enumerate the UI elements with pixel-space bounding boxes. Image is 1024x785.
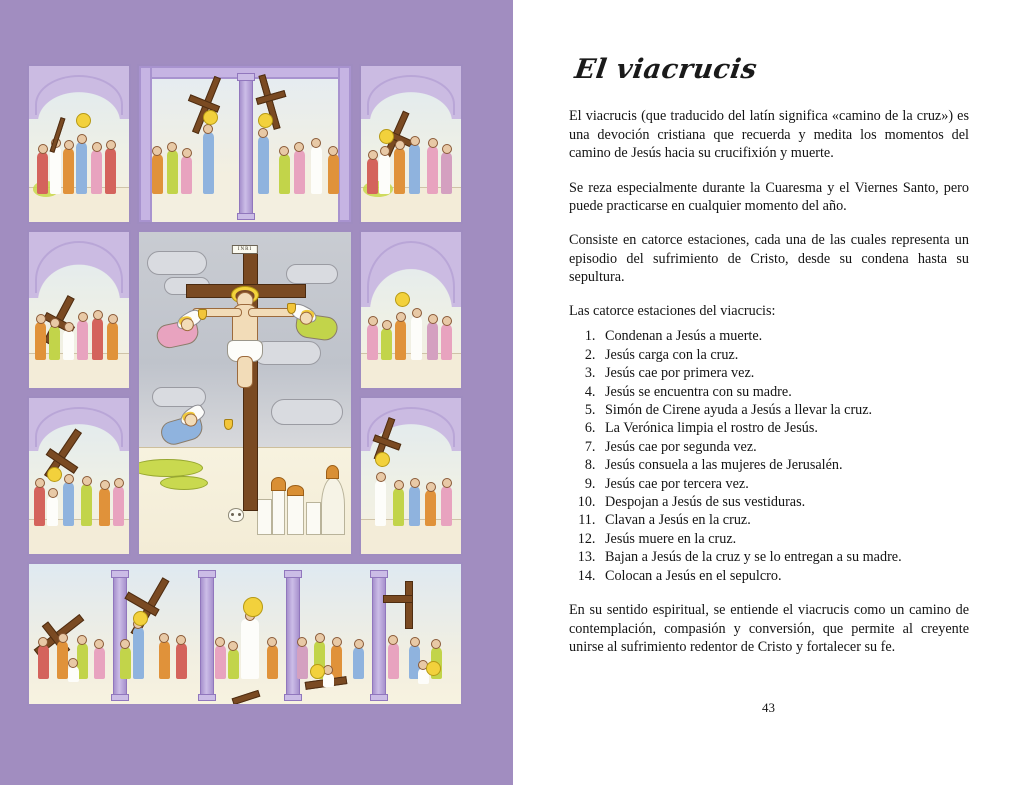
list-item: 6. La Verónica limpia el rostro de Jesús. <box>599 419 969 437</box>
jerusalem-skyline <box>254 464 347 535</box>
station-panel-2 <box>27 230 131 390</box>
list-item: 11. Clavan a Jesús en la cruz. <box>599 511 969 529</box>
station-panel-7 <box>359 64 463 224</box>
arcade-pillar <box>372 575 386 697</box>
list-item: 5. Simón de Cirene ayuda a Jesús a llevar la cruz. <box>599 401 969 419</box>
list-item: 4. Jesús se encuentra con su madre. <box>599 383 969 401</box>
viacrucis-stained-glass-artwork <box>27 64 463 706</box>
list-item: 14. Colocan a Jesús en el sepulcro. <box>599 567 969 585</box>
paragraph-1: El viacrucis (que traducido del latín significa «camino de la cruz») es una devoción cristiana que recuerda y medita los momentos del camino de Jesús hacia su crucifixión y muerte. <box>569 108 969 162</box>
list-item: 3. Jesús cae por primera vez. <box>599 364 969 382</box>
page-number: 43 <box>762 700 775 715</box>
station-panel-6-crucifixion <box>137 230 353 556</box>
stations-list-intro: Las catorce estaciones del viacrucis: <box>569 302 776 319</box>
station-panel-4-and-5 <box>137 64 353 224</box>
paragraph-3: Consiste en catorce estaciones, cada una de las cuales representa un episodio del sufrimiento de Cristo, desde su condena hasta su sepultura. <box>569 231 969 286</box>
arcade-pillar <box>200 575 214 697</box>
station-panel-3 <box>27 396 131 556</box>
list-item: 12. Jesús muere en la cruz. <box>599 530 969 548</box>
list-item: 2. Jesús carga con la cruz. <box>599 346 969 364</box>
christ-figure <box>228 290 262 372</box>
station-panel-9 <box>359 396 463 556</box>
station-panel-8 <box>359 230 463 390</box>
list-item: 7. Jesús cae por segunda vez. <box>599 438 969 456</box>
list-item: 13. Bajan a Jesús de la cruz y se lo entregan a su madre. <box>599 548 969 566</box>
text-page <box>513 0 1024 785</box>
inri-sign: INRI <box>232 245 258 254</box>
list-item: 1. Condenan a Jesús a muerte. <box>599 327 969 345</box>
list-item: 10. Despojan a Jesús de sus vestiduras. <box>599 493 969 511</box>
golgotha-skull <box>228 508 244 522</box>
text-column <box>569 54 969 672</box>
paragraph-2: Se reza especialmente durante la Cuaresma y el Viernes Santo, pero puede practicarse en cualquier momento del año. <box>569 179 969 215</box>
stations-list <box>569 327 969 585</box>
station-panel-1 <box>27 64 131 224</box>
list-item: 8. Jesús consuela a las mujeres de Jerusalén. <box>599 456 969 474</box>
list-item: 9. Jesús cae por tercera vez. <box>599 475 969 493</box>
bottom-arcade-row <box>27 562 463 706</box>
page-title: El viacrucis <box>572 54 760 85</box>
closing-paragraph: En su sentido espiritual, se entiende el viacrucis como un camino de contemplación, compasión y conversión, que permite al creyente unirse al sufrimiento redentor de Cristo y fortalecer su fe. <box>569 602 969 656</box>
